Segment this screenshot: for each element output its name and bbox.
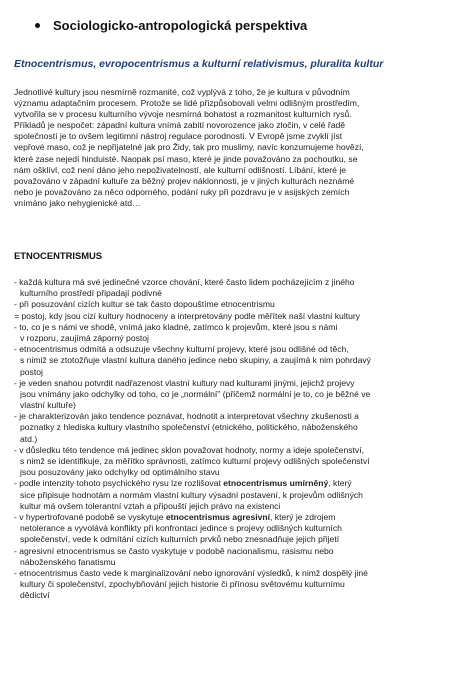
intro-line: společností je to ovšem legitimní nástroj regulace porodnosti. V Evropě jsme zvyklí jíst: [14, 131, 343, 142]
list-line: - to, co je s námi ve shodě, vnímá jako kladné, zatímco k projevům, které jsou s námi: [14, 321, 338, 332]
emphasized-term: etnocentrismus umírněný: [223, 478, 329, 489]
list-line: společenství, vede k odmítání cizích kulturních prvků nebo znesnadňuje jejich přijetí: [20, 534, 340, 545]
list-line: s nimiž se ztotožňuje vlastní kultura daného jedince nebo skupiny, a zaujímá k nim pohrdavý: [20, 355, 371, 366]
page-heading: Sociologicko-antropologická perspektiva: [53, 18, 308, 33]
intro-line: které zase nejedí hinduisté. Naopak psí maso, které je jinde považováno za pochoutku, se: [14, 153, 358, 164]
list-line: atd.): [20, 433, 38, 444]
list-line: - v důsledku této tendence má jedinec sklon považovat hodnoty, normy a ideje společenství,: [14, 444, 365, 455]
intro-line: významu adaptačním procesem. Protože se lidé přizpůsobovali velmi odlišným prostředím,: [14, 98, 360, 109]
list-line: sice připisuje hodnotám a normám vlastní kultury výsadní postavení, k projevům odlišných: [20, 489, 363, 500]
list-line: kultury či společenství, zpochybňování jejich historie či přínosu světovému kulturnímu: [20, 579, 345, 590]
list-line: - každá kultura má své jedinečné vzorce chování, které často lidem pocházejícím z jiného: [14, 277, 355, 287]
intro-line: Jednotlivé kultury jsou nesmírně rozmanité, což vyplývá z toho, že je kultura v původním: [14, 87, 350, 97]
intro-line: považováno v západní kultuře za běžný projev náklonnosti, je v jiných kulturách neznámé: [14, 175, 355, 186]
list-line: jsou posuzovány jako odchylky od optimálního stavu: [20, 467, 220, 478]
list-line: - agresivní etnocentrismus se často vyskytuje v podobě nacionalismu, rasismu nebo: [14, 545, 334, 556]
intro-line: nám ošklívl, což není dáno jeho nepoživatelností, ale kulturní odlišností. Líbání, které je: [14, 164, 347, 175]
list-line: náboženského fanatismu: [20, 556, 116, 567]
list-line: - při posuzování cizích kultur se tak často dopouštíme etnocentrismu: [14, 299, 275, 310]
list-line: poznatky z hlediska kultury vlastního společenství (etnického, politického, náboženského: [20, 422, 358, 433]
bullet-icon: [35, 23, 40, 28]
section-subheading: Etnocentrismus, evropocentrismus a kulturní relativismus, pluralita kultur: [14, 58, 384, 70]
etnocentrismus-title: ETNOCENTRISMUS: [14, 250, 103, 261]
list-line: s nimž se identifikuje, za měřítko správnosti, zatímco kulturní projevy odlišných společenství: [20, 456, 370, 466]
list-line: - v hypertrofované podobě se vyskytuje etnocentrismus agresivní, který je zdrojem: [14, 511, 336, 522]
list-line: postoj: [20, 366, 43, 377]
list-line: vlastní kultuře): [20, 400, 76, 411]
list-line: kultur má ovšem tolerantní vztah a připouští jejich právo na existenci: [20, 500, 281, 511]
list-line: kulturního prostředí připadají podivné: [20, 288, 162, 299]
intro-paragraph: [14, 87, 446, 209]
list-line: - etnocentrismus často vede k marginalizování nebo ignorování výsledků, k nimž dospělý jiné: [14, 567, 368, 578]
intro-line: nebo je považováno za něco odporného, podání ruky při pozdravu je v asijských zemích: [14, 186, 350, 197]
list-line: v rozporu, zaujímá záporný postoj: [20, 332, 149, 343]
list-line: netolerance a vyvolává konflikty při konfrontaci jedince s projevy odlišných kulturních: [20, 523, 342, 534]
intro-line: vepřové maso, což je nepřijatelné jak pro Židy, tak pro muslimy, navíc konzumujeme hovězí,: [14, 142, 364, 153]
list-line: = postoj, kdy jsou cizí kultury hodnoceny a interpretovány podle měřítek naší vlastní kultury: [14, 310, 361, 321]
etnocentrismus-list: [14, 277, 446, 601]
list-line: jsou vnímány jako odchylky od toho, co je „normální" (přičemž normální je to, co je běžné ve: [20, 388, 371, 399]
emphasized-term: etnocentrismus agresivní: [165, 511, 271, 522]
intro-line: Příkladů je nespočet: západní kultura vnímá zabití novorozence jako zločin, v celé řadě: [14, 120, 346, 131]
list-line: - podle intenzity tohoto psychického rysu lze rozlišovat etnocentrismus umírněný, který: [14, 478, 352, 489]
list-line: dědictví: [20, 590, 50, 601]
list-line: - je charakterizován jako tendence poznávat, hodnotit a interpretovat všechny zkušenosti a: [14, 411, 359, 422]
list-line: - je veden snahou potvrdit nadřazenost vlastní kultury nad kulturami jinými, jejichž projevy: [14, 377, 355, 388]
intro-line: vytvořila se v procesu kulturního vývoje nesmírná bohatost a rozmanitost kulturních rysů.: [14, 109, 352, 120]
intro-line: vnímáno jako nehygienické atd…: [14, 197, 141, 208]
list-line: - etnocentrismus odmítá a odsuzuje všechny kulturní projevy, které jsou odlišné od těch,: [14, 344, 349, 355]
